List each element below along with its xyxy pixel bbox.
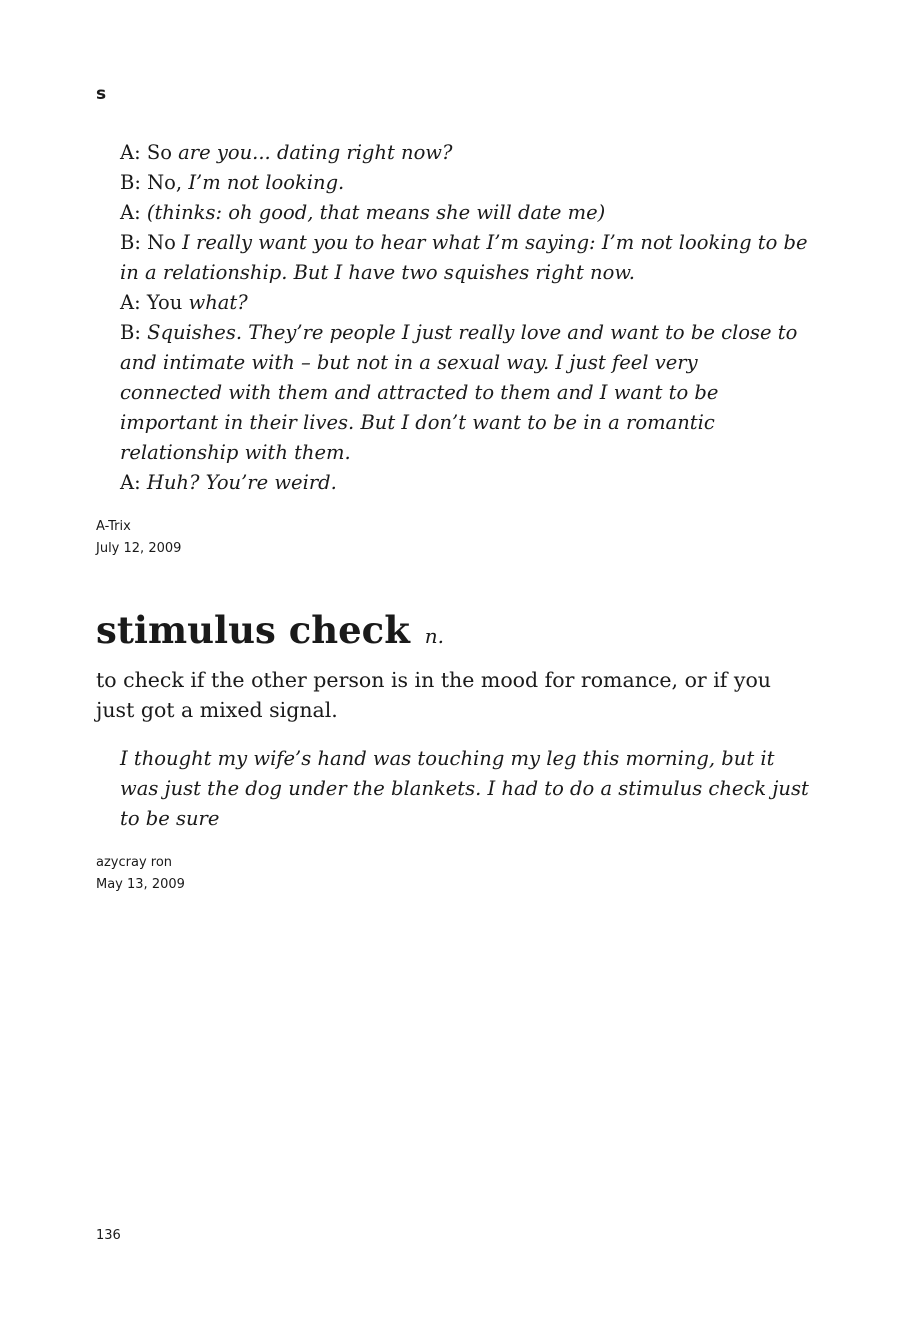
headword bbox=[96, 604, 444, 662]
example-line: B: No I really want you to hear what I’m saying: I’m not looking to be bbox=[120, 231, 808, 254]
example-line: A: Huh? You’re weird. bbox=[120, 471, 337, 494]
entry-date: May 13, 2009 bbox=[96, 877, 185, 892]
usage-example bbox=[120, 744, 809, 834]
attribution bbox=[96, 852, 185, 896]
author-name: azycray ron bbox=[96, 855, 173, 870]
example-line: A: (thinks: oh good, that means she will date me) bbox=[120, 201, 606, 224]
definition bbox=[96, 665, 776, 725]
part-of-speech: n. bbox=[424, 624, 444, 648]
author-name: A-Trix bbox=[96, 519, 131, 534]
example-line: relationship with them. bbox=[120, 441, 351, 464]
example-line: A: So are you... dating right now? bbox=[120, 141, 453, 164]
example-line: and intimate with – but not in a sexual way. I just feel very bbox=[120, 351, 698, 374]
example-line: connected with them and attracted to them and I want to be bbox=[120, 381, 719, 404]
example-line: was just the dog under the blankets. I had to do a stimulus check just bbox=[120, 777, 809, 800]
section-letter: s bbox=[96, 84, 107, 104]
example-line: I thought my wife’s hand was touching my leg this morning, but it bbox=[120, 747, 775, 770]
example-dialogue bbox=[120, 138, 808, 498]
example-line: to be sure bbox=[120, 807, 220, 830]
entry-date: July 12, 2009 bbox=[96, 541, 182, 556]
page-number: 136 bbox=[96, 1228, 121, 1243]
example-line: important in their lives. But I don’t want to be in a romantic bbox=[120, 411, 715, 434]
definition-line: just got a mixed signal. bbox=[96, 698, 338, 722]
example-line: B: Squishes. They’re people I just really love and want to be close to bbox=[120, 321, 798, 344]
example-line: in a relationship. But I have two squishes right now. bbox=[120, 261, 635, 284]
attribution bbox=[96, 516, 181, 560]
example-line: B: No, I’m not looking. bbox=[120, 171, 345, 194]
headword-text: stimulus check bbox=[96, 608, 410, 652]
definition-line: to check if the other person is in the mood for romance, or if you bbox=[96, 668, 772, 692]
example-line: A: You what? bbox=[120, 291, 248, 314]
